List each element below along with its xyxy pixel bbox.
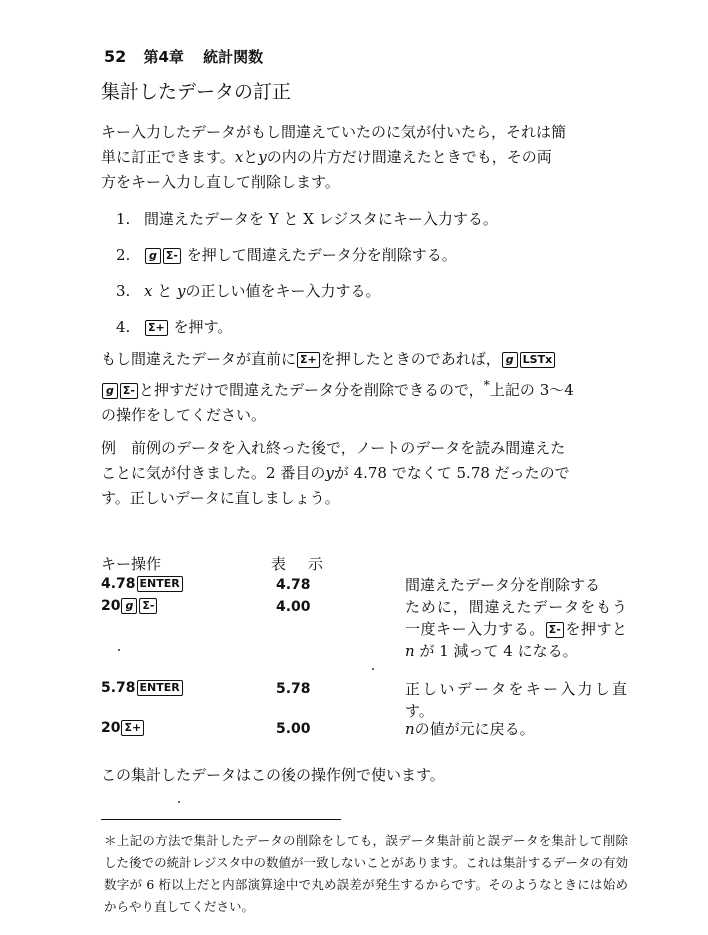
note-text: の操作をしてください。 bbox=[101, 406, 267, 424]
footnote-text: 上記の方法で集計したデータの削除をしても，誤データ集計前と誤データを集計して削除した後での統計レジスタ中の数値が一致しないことがあります。これは集計するデータの有効数字が 6 桁以上だと内部演算途中で丸め誤差が発生するからです。そのようなときには始めからやり直してください。 bbox=[104, 833, 628, 914]
step-number: 4. bbox=[116, 318, 131, 336]
table-row-keys bbox=[101, 576, 184, 592]
closing-sentence: この集計したデータはこの後の操作例で使います。 bbox=[101, 766, 445, 784]
print-speck bbox=[372, 668, 374, 670]
intro-line-2a: 単に訂正できます。 bbox=[101, 148, 235, 166]
step-and: と bbox=[157, 282, 173, 300]
g-key: g bbox=[121, 598, 137, 614]
intro-line-3: 方をキー入力し直して削除します。 bbox=[101, 173, 340, 191]
sigma-plus-key: Σ+ bbox=[121, 720, 144, 736]
sigma-minus-key: Σ- bbox=[163, 248, 181, 264]
section-title: 集計したデータの訂正 bbox=[101, 81, 292, 103]
note-text: を押したときのであれば， bbox=[320, 350, 501, 368]
entry-number: 4.78 bbox=[101, 576, 136, 592]
example-text: ことに気が付きました。2 番目の bbox=[101, 464, 326, 482]
example-text: が 4.78 でなくて 5.78 だったので bbox=[333, 464, 570, 482]
var-x: x bbox=[234, 148, 244, 166]
enter-key: ENTER bbox=[137, 576, 183, 592]
chapter-label: 第4章 bbox=[143, 48, 184, 66]
step-text: の正しい値をキー入力する。 bbox=[185, 282, 381, 300]
column-header-display: 表示 bbox=[271, 555, 346, 573]
row-note-text: が 1 減って 4 になる。 bbox=[419, 642, 578, 660]
var-n: n bbox=[405, 720, 415, 738]
entry-number: 5.78 bbox=[101, 680, 136, 696]
note-text: もし間違えたデータが直前に bbox=[101, 350, 297, 368]
footnote-mark: ＊ bbox=[104, 833, 117, 848]
running-header bbox=[104, 46, 263, 67]
step-text: を押す。 bbox=[173, 318, 233, 336]
step-text: を押して間違えたデータ分を削除する。 bbox=[186, 246, 457, 264]
display-value: 5.78 bbox=[276, 681, 311, 697]
display-value: 4.78 bbox=[276, 577, 311, 593]
lastx-key: LSTx bbox=[520, 352, 556, 368]
display-value: 4.00 bbox=[276, 599, 311, 615]
row-note: 間違えたデータ分を削除する bbox=[405, 576, 601, 594]
step-number: 2. bbox=[116, 246, 131, 264]
chapter-title: 統計関数 bbox=[203, 48, 264, 66]
var-n: n bbox=[405, 642, 415, 660]
var-x: x bbox=[144, 282, 153, 300]
example-label: 例 bbox=[101, 439, 117, 457]
intro-paragraph bbox=[101, 120, 631, 195]
shortcut-note bbox=[101, 347, 631, 428]
row-note bbox=[405, 596, 627, 662]
table-row-keys bbox=[101, 680, 184, 696]
table-row-keys bbox=[101, 598, 158, 614]
g-key: g bbox=[145, 248, 161, 264]
var-y: y bbox=[258, 148, 267, 166]
row-note-text: ために，間違えたデータをもう一度キー入力する。 bbox=[405, 598, 627, 638]
step-number: 3. bbox=[116, 282, 131, 300]
column-header-keys: キー操作 bbox=[101, 555, 162, 573]
step-text: 間違えたデータを Y と X レジスタにキー入力する。 bbox=[144, 210, 498, 228]
row-note-text: の値が元に戻る。 bbox=[414, 720, 535, 738]
example-paragraph bbox=[101, 436, 631, 511]
note-text: 上記の 3〜4 bbox=[489, 381, 574, 399]
table-row-keys bbox=[101, 720, 145, 736]
footnote-marker: * bbox=[483, 377, 490, 392]
sigma-minus-key: Σ- bbox=[120, 383, 138, 399]
entry-number: 20 bbox=[101, 720, 121, 736]
g-key: g bbox=[502, 352, 518, 368]
row-note: 正しいデータをキー入力し直す。 bbox=[405, 680, 627, 720]
var-y: y bbox=[325, 464, 334, 482]
enter-key: ENTER bbox=[137, 680, 183, 696]
print-speck bbox=[118, 649, 120, 651]
step-1 bbox=[116, 208, 616, 244]
footnote bbox=[104, 830, 628, 918]
intro-and: と bbox=[243, 148, 259, 166]
footnote-rule bbox=[101, 819, 341, 820]
print-speck bbox=[178, 801, 180, 803]
row-note bbox=[405, 718, 627, 740]
step-number: 1. bbox=[116, 210, 131, 228]
intro-line-2b: の内の片方だけ間違えたときでも，その両 bbox=[266, 148, 552, 166]
procedure-steps bbox=[116, 208, 616, 352]
sigma-plus-key: Σ+ bbox=[297, 352, 320, 368]
example-text: す。正しいデータに直しましょう。 bbox=[101, 489, 340, 507]
g-key: g bbox=[102, 383, 118, 399]
display-value: 5.00 bbox=[276, 721, 311, 737]
page-number: 52 bbox=[104, 47, 127, 66]
sigma-minus-key: Σ- bbox=[139, 598, 157, 614]
var-y: y bbox=[177, 282, 186, 300]
sigma-plus-key: Σ+ bbox=[145, 320, 168, 336]
step-2 bbox=[116, 244, 616, 280]
step-3 bbox=[116, 280, 616, 316]
intro-line-1: キー入力したデータがもし間違えていたのに気が付いたら，それは簡 bbox=[101, 123, 567, 141]
example-text: 前例のデータを入れ終った後で，ノートのデータを読み間違えた bbox=[131, 439, 566, 457]
sigma-minus-key: Σ- bbox=[546, 622, 564, 638]
entry-number: 20 bbox=[101, 598, 121, 614]
note-text: と押すだけで間違えたデータ分を削除できるので， bbox=[138, 381, 484, 399]
row-note-text: を押すと bbox=[564, 620, 627, 638]
